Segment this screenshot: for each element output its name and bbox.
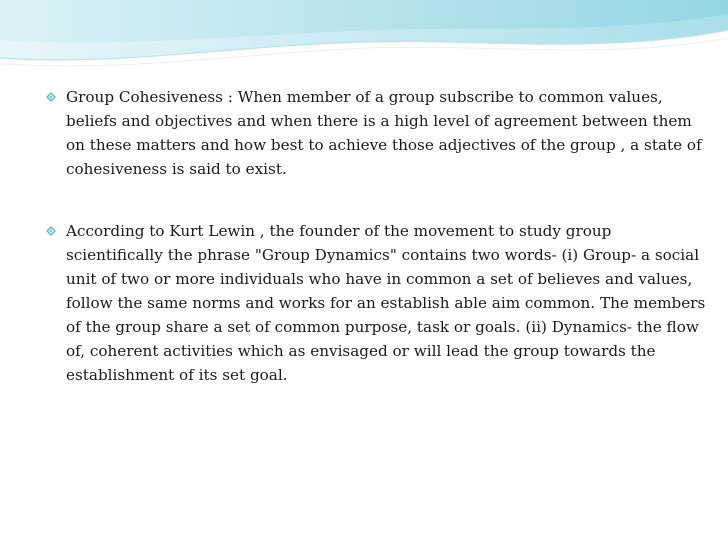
- diamond-bullet-icon: [46, 226, 56, 236]
- bullet-text: According to Kurt Lewin , the founder of the movement to study group scientifically the phrase "Group Dynamics" contains two words- (i) Group- a social unit of two or more individuals who have in common a set of believes and values, follow the same norms and works for an establish able aim common. The members of the group share a set of common purpose, task or goals. (ii) Dynamics- the flow of, coherent activities which as envisaged or will lead the group towards the establishment of its set goal.: [66, 222, 706, 384]
- diamond-bullet-icon: [46, 92, 56, 102]
- bullet-text: Group Cohesiveness : When member of a group subscribe to common values, beliefs and objectives and when there is a high level of agreement between them on these matters and how best to achieve those adjectives of the group , a state of cohesiveness is said to exist.: [66, 88, 702, 178]
- bullet-item-group-cohesiveness: [46, 85, 706, 181]
- bullet-item-group-dynamics: [46, 219, 706, 387]
- wave-header-decoration: [0, 0, 728, 80]
- bullet-list: [46, 85, 706, 387]
